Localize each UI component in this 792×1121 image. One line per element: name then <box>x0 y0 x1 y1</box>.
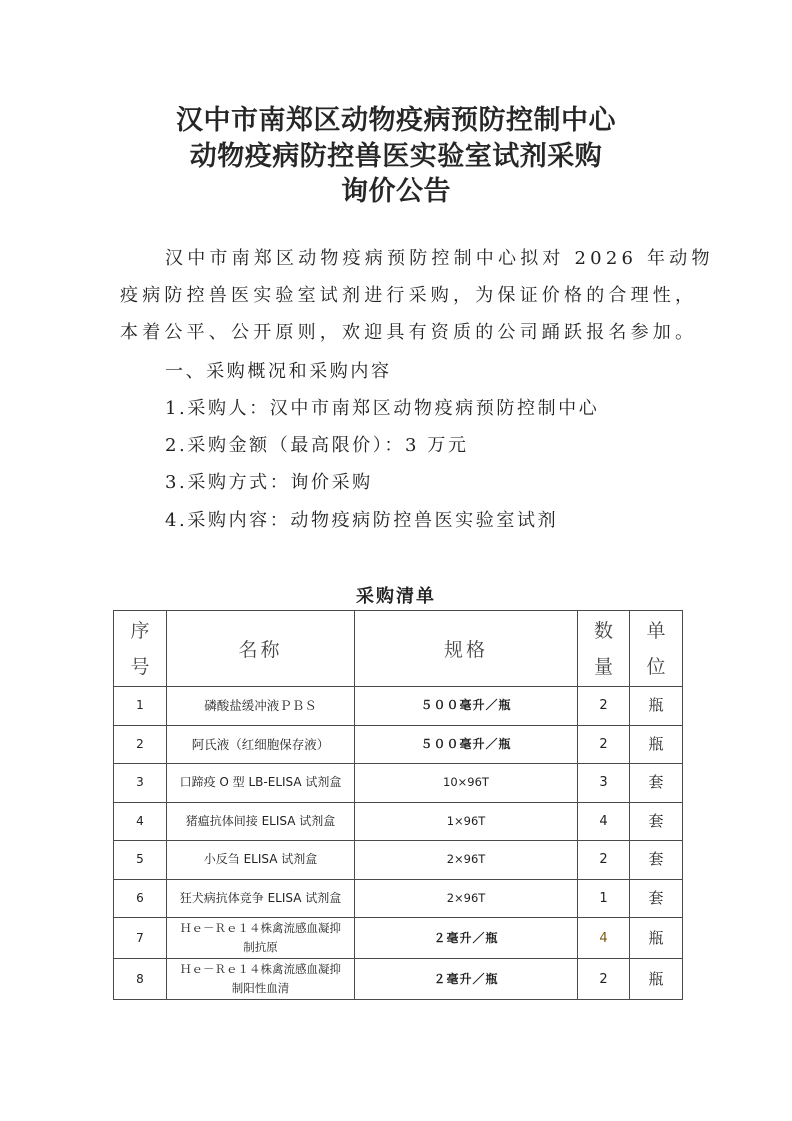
cell-name-line-1: Ｈｅ－Ｒｅ１４株禽流感血凝抑 <box>180 962 341 976</box>
cell-name-line-1: Ｈｅ－Ｒｅ１４株禽流感血凝抑 <box>180 921 341 935</box>
cell-index: 6 <box>114 879 167 918</box>
header-unit: 单 位 <box>630 611 683 687</box>
table-row <box>114 687 683 726</box>
cell-name: 阿氏液（红细胞保存液） <box>167 725 355 764</box>
cell-qty: 3 <box>578 764 630 803</box>
cell-index: 4 <box>114 802 167 841</box>
cell-unit: 瓶 <box>630 959 683 1000</box>
table-row <box>114 918 683 959</box>
table-row <box>114 879 683 918</box>
cell-name <box>167 959 355 1000</box>
table-row <box>114 841 683 880</box>
table-row <box>114 959 683 1000</box>
cell-unit: 瓶 <box>630 725 683 764</box>
notice-title-line-2: 动物疫病防控兽医实验室试剂采购 <box>189 141 603 172</box>
cell-name-line-2: 制阳性血清 <box>231 981 290 995</box>
cell-unit: 套 <box>630 802 683 841</box>
cell-index: 2 <box>114 725 167 764</box>
procurement-table <box>113 610 683 1000</box>
notice-title-line-1: 汉中市南郑区动物疫病预防控制中心 <box>176 105 616 136</box>
cell-index: 5 <box>114 841 167 880</box>
table-header-row <box>114 611 683 687</box>
cell-spec: 10×96T <box>355 764 578 803</box>
cell-spec: 1×96T <box>355 802 578 841</box>
cell-name: 小反刍 ELISA 试剂盒 <box>167 841 355 880</box>
cell-qty: 2 <box>578 959 630 1000</box>
cell-spec: 2×96T <box>355 879 578 918</box>
content-item: 4.采购内容：动物疫病防控兽医实验室试剂 <box>165 510 559 531</box>
cell-spec: ２毫升／瓶 <box>355 918 578 959</box>
cell-unit: 瓶 <box>630 918 683 959</box>
cell-name: 狂犬病抗体竞争 ELISA 试剂盒 <box>167 879 355 918</box>
cell-index: 7 <box>114 918 167 959</box>
purchaser-item: 1.采购人：汉中市南郑区动物疫病预防控制中心 <box>165 398 600 419</box>
cell-name-line-2: 制抗原 <box>243 940 278 954</box>
cell-unit: 套 <box>630 841 683 880</box>
cell-name: 口蹄疫 O 型 LB-ELISA 试剂盒 <box>167 764 355 803</box>
cell-index: 3 <box>114 764 167 803</box>
cell-spec: ５００毫升／瓶 <box>355 725 578 764</box>
cell-unit: 套 <box>630 764 683 803</box>
cell-name: 磷酸盐缓冲液ＰＢＳ <box>167 687 355 726</box>
header-index: 序 号 <box>114 611 167 687</box>
method-item: 3.采购方式：询价采购 <box>165 472 373 493</box>
table-row <box>114 764 683 803</box>
cell-spec: ５００毫升／瓶 <box>355 687 578 726</box>
intro-line-3: 本着公平、公开原则，欢迎具有资质的公司踊跃报名参加。 <box>120 322 698 343</box>
cell-qty: 4 <box>578 918 630 959</box>
intro-line-2: 疫病防控兽医实验室试剂进行采购，为保证价格的合理性， <box>120 285 698 306</box>
table-row <box>114 802 683 841</box>
section-heading: 一、采购概况和采购内容 <box>165 361 392 382</box>
table-row <box>114 725 683 764</box>
cell-index: 8 <box>114 959 167 1000</box>
cell-name <box>167 918 355 959</box>
cell-unit: 套 <box>630 879 683 918</box>
budget-item: 2.采购金额（最高限价）：3 万元 <box>165 435 469 456</box>
intro-line-1: 汉中市南郑区动物疫病预防控制中心拟对 2026 年动物 <box>165 248 714 269</box>
table-title: 采购清单 <box>356 586 436 607</box>
cell-name: 猪瘟抗体间接 ELISA 试剂盒 <box>167 802 355 841</box>
cell-qty: 1 <box>578 879 630 918</box>
cell-qty: 4 <box>578 802 630 841</box>
cell-qty: 2 <box>578 841 630 880</box>
cell-unit: 瓶 <box>630 687 683 726</box>
header-spec: 规格 <box>355 611 578 687</box>
notice-title-line-3: 询价公告 <box>341 176 451 207</box>
header-qty: 数 量 <box>578 611 630 687</box>
cell-qty: 2 <box>578 725 630 764</box>
cell-index: 1 <box>114 687 167 726</box>
header-name: 名称 <box>167 611 355 687</box>
cell-qty: 2 <box>578 687 630 726</box>
cell-spec: 2×96T <box>355 841 578 880</box>
cell-spec: ２毫升／瓶 <box>355 959 578 1000</box>
